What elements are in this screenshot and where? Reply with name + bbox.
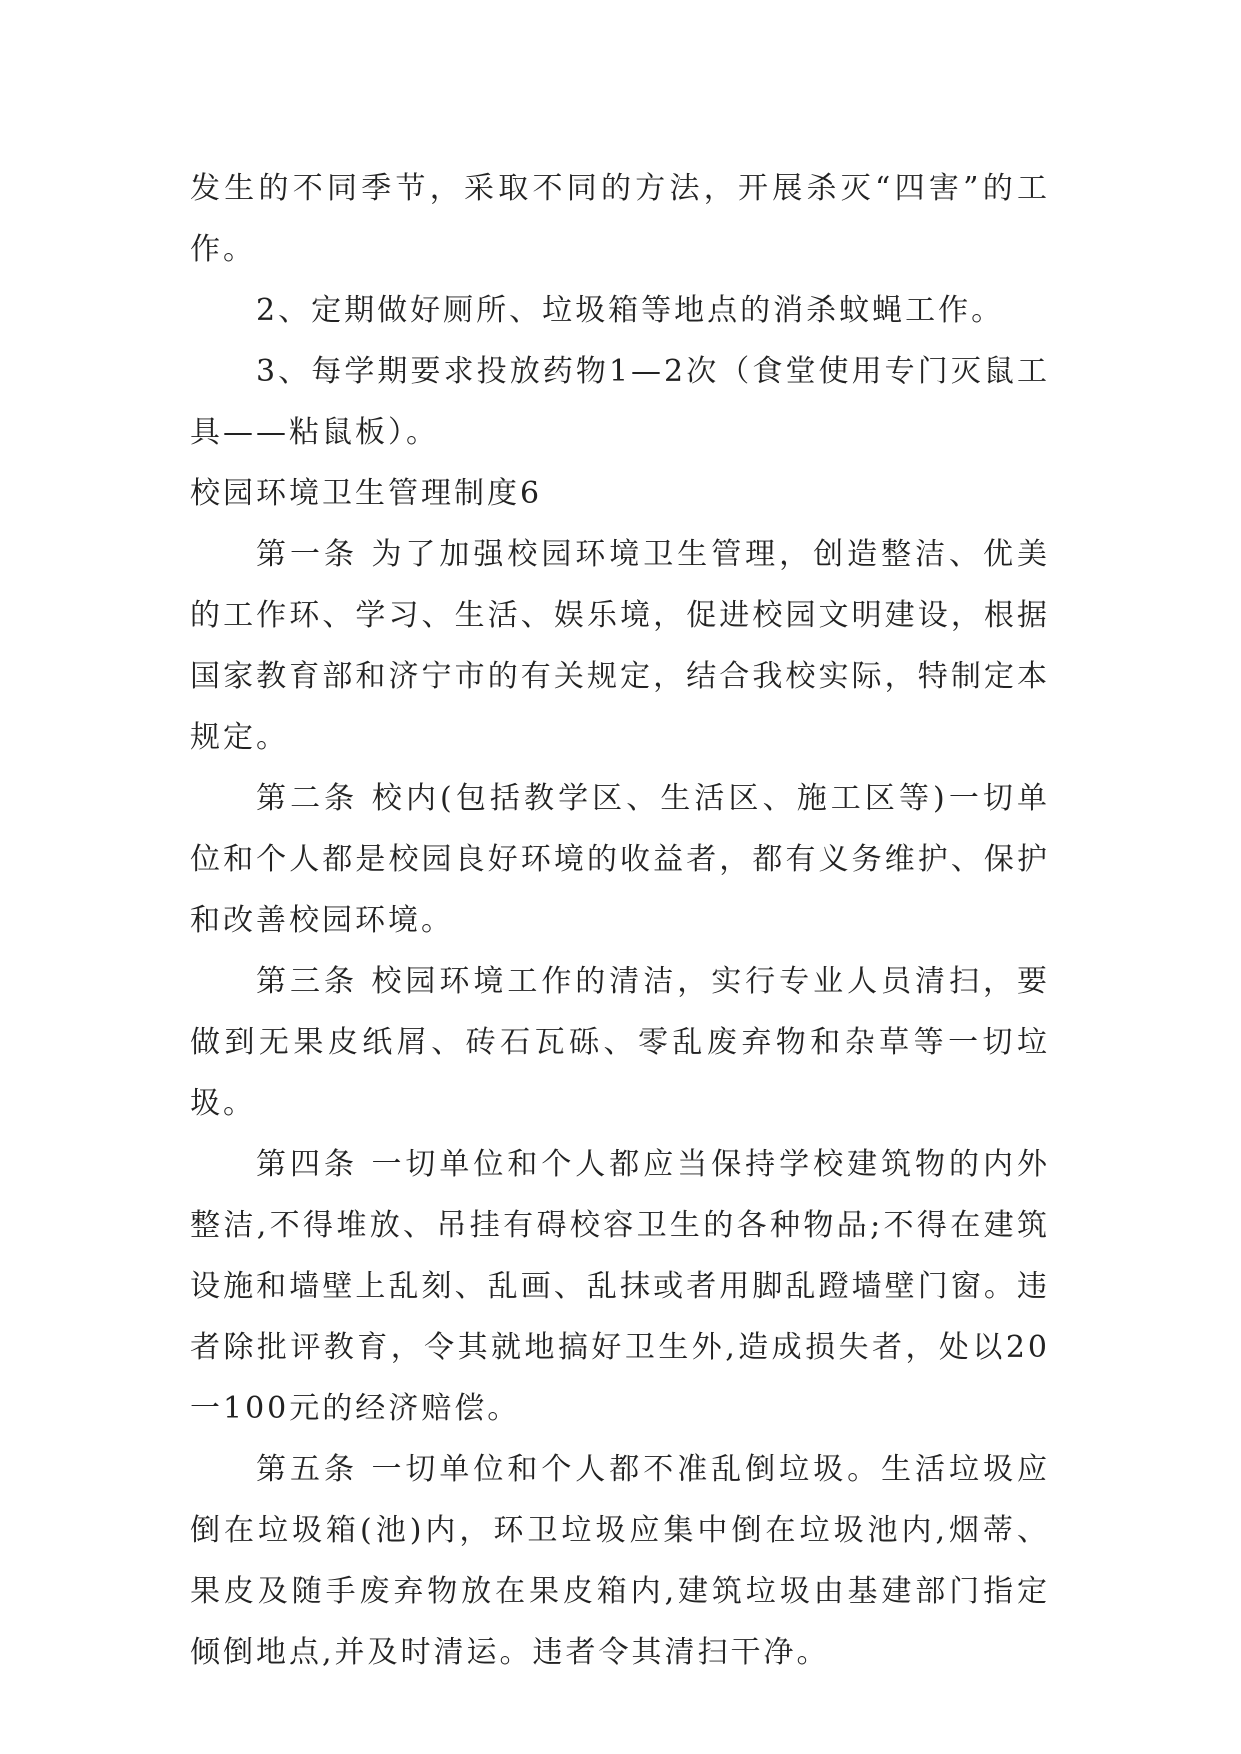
article-4: 第四条 一切单位和个人都应当保持学校建筑物的内外整洁,不得堆放、吊挂有碍校容卫生的各种物品;不得在建筑设施和墙壁上乱刻、乱画、乱抹或者用脚乱蹬墙壁门窗。违者除批评教育，令其就地搞好卫生外,造成损失者，处以20一100元的经济赔偿。 <box>190 1147 1050 1426</box>
paragraph-continuation: 发生的不同季节，采取不同的方法，开展杀灭“四害”的工作。 <box>190 171 1050 267</box>
paragraph-item-3: 3、每学期要求投放药物1—2次（食堂使用专门灭鼠工具——粘鼠板）。 <box>190 354 1050 450</box>
article-2: 第二条 校内(包括教学区、生活区、施工区等)一切单位和个人都是校园良好环境的收益者，都有义务维护、保护和改善校园环境。 <box>190 781 1050 938</box>
paragraph-item-2: 2、定期做好厕所、垃圾箱等地点的消杀蚊蝇工作。 <box>256 293 1005 328</box>
section-heading: 校园环境卫生管理制度6 <box>190 476 543 511</box>
document-body <box>190 158 1050 1683</box>
article-3: 第三条 校园环境工作的清洁，实行专业人员清扫，要做到无果皮纸屑、砖石瓦砾、零乱废弃物和杂草等一切垃圾。 <box>190 964 1050 1121</box>
article-1: 第一条 为了加强校园环境卫生管理，创造整洁、优美的工作环、学习、生活、娱乐境，促进校园文明建设，根据国家教育部和济宁市的有关规定，结合我校实际，特制定本规定。 <box>190 537 1050 755</box>
article-5: 第五条 一切单位和个人都不准乱倒垃圾。生活垃圾应倒在垃圾箱(池)内，环卫垃圾应集中倒在垃圾池内,烟蒂、果皮及随手废弃物放在果皮箱内,建筑垃圾由基建部门指定倾倒地点,并及时清运。违者令其清扫干净。 <box>190 1452 1050 1670</box>
